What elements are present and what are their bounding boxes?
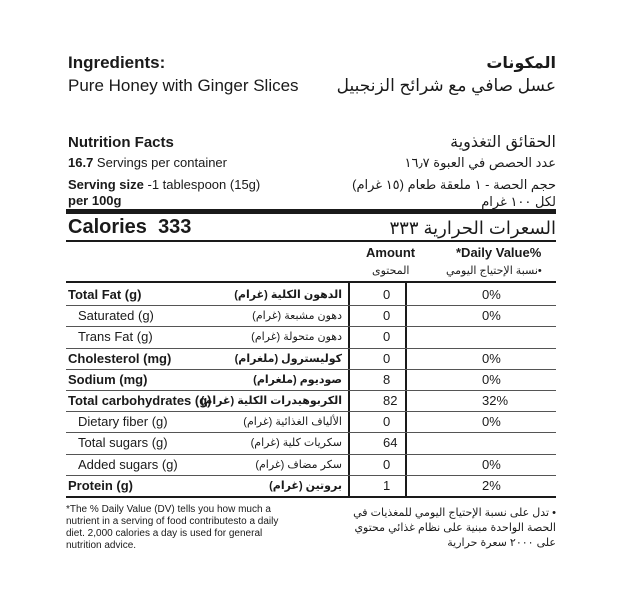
amount-header-ar: المحتوى [372,265,410,277]
nutrient-amount: 0 [383,350,391,366]
nutrient-amount: 8 [383,371,391,387]
ingredients-text-ar: عسل صافي مع شرائح الزنجبيل [336,76,556,95]
row-divider [66,390,556,391]
footnote-ar [353,506,556,551]
daily-value-header-ar: •نسبة الإحتياج اليومي [446,265,542,277]
footnote-en [66,504,278,552]
nutrient-name-ar: كوليسترول (ملغرام) [234,352,342,365]
row-divider [66,348,556,349]
nutrient-name: Total Fat (g) [68,287,142,302]
ingredients-text: Pure Honey with Ginger Slices [68,76,299,95]
nutrient-name: Added sugars (g) [78,456,178,472]
nutrient-amount: 0 [383,308,391,324]
calories-label: Calories [68,216,147,238]
nutrient-daily-value: 32% [482,393,509,408]
footnote-en-line: nutrition advice. [66,540,137,551]
calories-value: 333 [158,216,192,238]
nutrient-name-ar: بروتين (غرام) [269,479,342,492]
nutrient-daily-value: 0% [482,350,501,366]
footnote-en-line: nutrient in a serving of food contributesto a daily [66,516,279,527]
table-bottom-divider [66,496,556,498]
row-divider [66,326,556,327]
row-divider [66,369,556,370]
thick-divider [66,209,556,214]
row-divider [66,432,556,433]
nutrient-daily-value: 0% [482,371,501,387]
row-divider [66,305,556,306]
daily-value-header: *Daily Value% [456,245,542,260]
nutrient-amount: 0 [383,287,391,302]
row-divider [66,454,556,455]
nutrient-daily-value: 0% [482,456,501,472]
serving-size-value: -1 tablespoon (15g) [143,177,261,192]
nutrient-amount: 82 [383,393,398,408]
nutrient-name-ar: الألياف الغذائية (غرام) [243,416,342,429]
serving-size-label: Serving size [68,177,144,192]
servings-per-container-ar: عدد الحصص في العبوة ١٦٫٧ [404,155,556,170]
calories [68,216,191,239]
nutrient-name-ar: صوديوم (ملغرام) [253,373,342,386]
row-divider [66,475,556,476]
row-divider [66,411,556,412]
nutrient-amount: 1 [383,477,391,493]
nutrient-name: Total carbohydrates (g) [68,393,212,408]
footnote-ar-line: الحصة الواحدة مبنية على نظام غذائي محتوي [354,522,556,534]
amount-header: Amount [366,245,416,260]
servings-label: Servings per container [93,155,227,170]
calories-divider [66,240,556,242]
per-100g-ar: لكل ١٠٠ غرام [481,194,556,209]
nutrition-facts-title: Nutrition Facts [68,134,174,151]
nutrient-daily-value: 0% [482,308,501,324]
nutrient-amount: 0 [383,329,391,345]
nutrient-name-ar: الكربوهيدرات الكلية (غرام) [200,395,342,407]
per-100g: per 100g [68,193,122,208]
nutrient-name-ar: الدهون الكلية (غرام) [234,289,342,301]
serving-size [68,177,260,192]
nutrient-name-ar: سكر مضاف (غرام) [255,458,342,471]
footnote-en-line: *The % Daily Value (DV) tells you how much a [66,504,271,515]
footnote-en-line: diet. 2,000 calories a day is used for general [66,528,263,539]
nutrient-amount: 0 [383,456,391,472]
ingredients-title-ar: المكونات [486,55,556,72]
nutrient-name: Sodium (mg) [68,371,148,387]
calories-ar: السعرات الحرارية ٣٣٣ [389,218,556,238]
nutrient-name-ar: دهون مشبعة (غرام) [252,310,342,323]
servings-per-container [68,155,227,170]
nutrient-name-ar: سكريات كلية (غرام) [250,437,342,450]
nutrient-name: Cholesterol (mg) [68,350,172,366]
nutrient-name-ar: دهون متحولة (غرام) [251,331,342,344]
servings-number: 16.7 [68,155,94,170]
ingredients-title: Ingredients: [68,53,166,72]
nutrient-daily-value: 0% [482,414,501,430]
serving-size-ar: حجم الحصة - ١ ملعقة طعام (١٥ غرام) [352,177,556,192]
footnote-ar-line: على ٢٠٠٠ سعرة حرارية [447,537,556,549]
nutrient-name: Trans Fat (g) [78,329,153,345]
nutrient-amount: 0 [383,414,391,430]
nutrient-name: Dietary fiber (g) [78,414,168,430]
nutrient-amount: 64 [383,435,398,451]
footnote-ar-line: • تدل على نسبة الإحتياج اليومي للمغذيات في [353,507,556,519]
nutrient-name: Protein (g) [68,477,133,493]
nutrient-name: Total sugars (g) [78,435,168,451]
nutrition-facts-title-ar: الحقائق التغذوية [450,134,556,151]
table-header-divider [66,281,556,283]
nutrient-name: Saturated (g) [78,308,154,324]
nutrient-daily-value: 0% [482,287,501,302]
nutrient-daily-value: 2% [482,477,501,493]
